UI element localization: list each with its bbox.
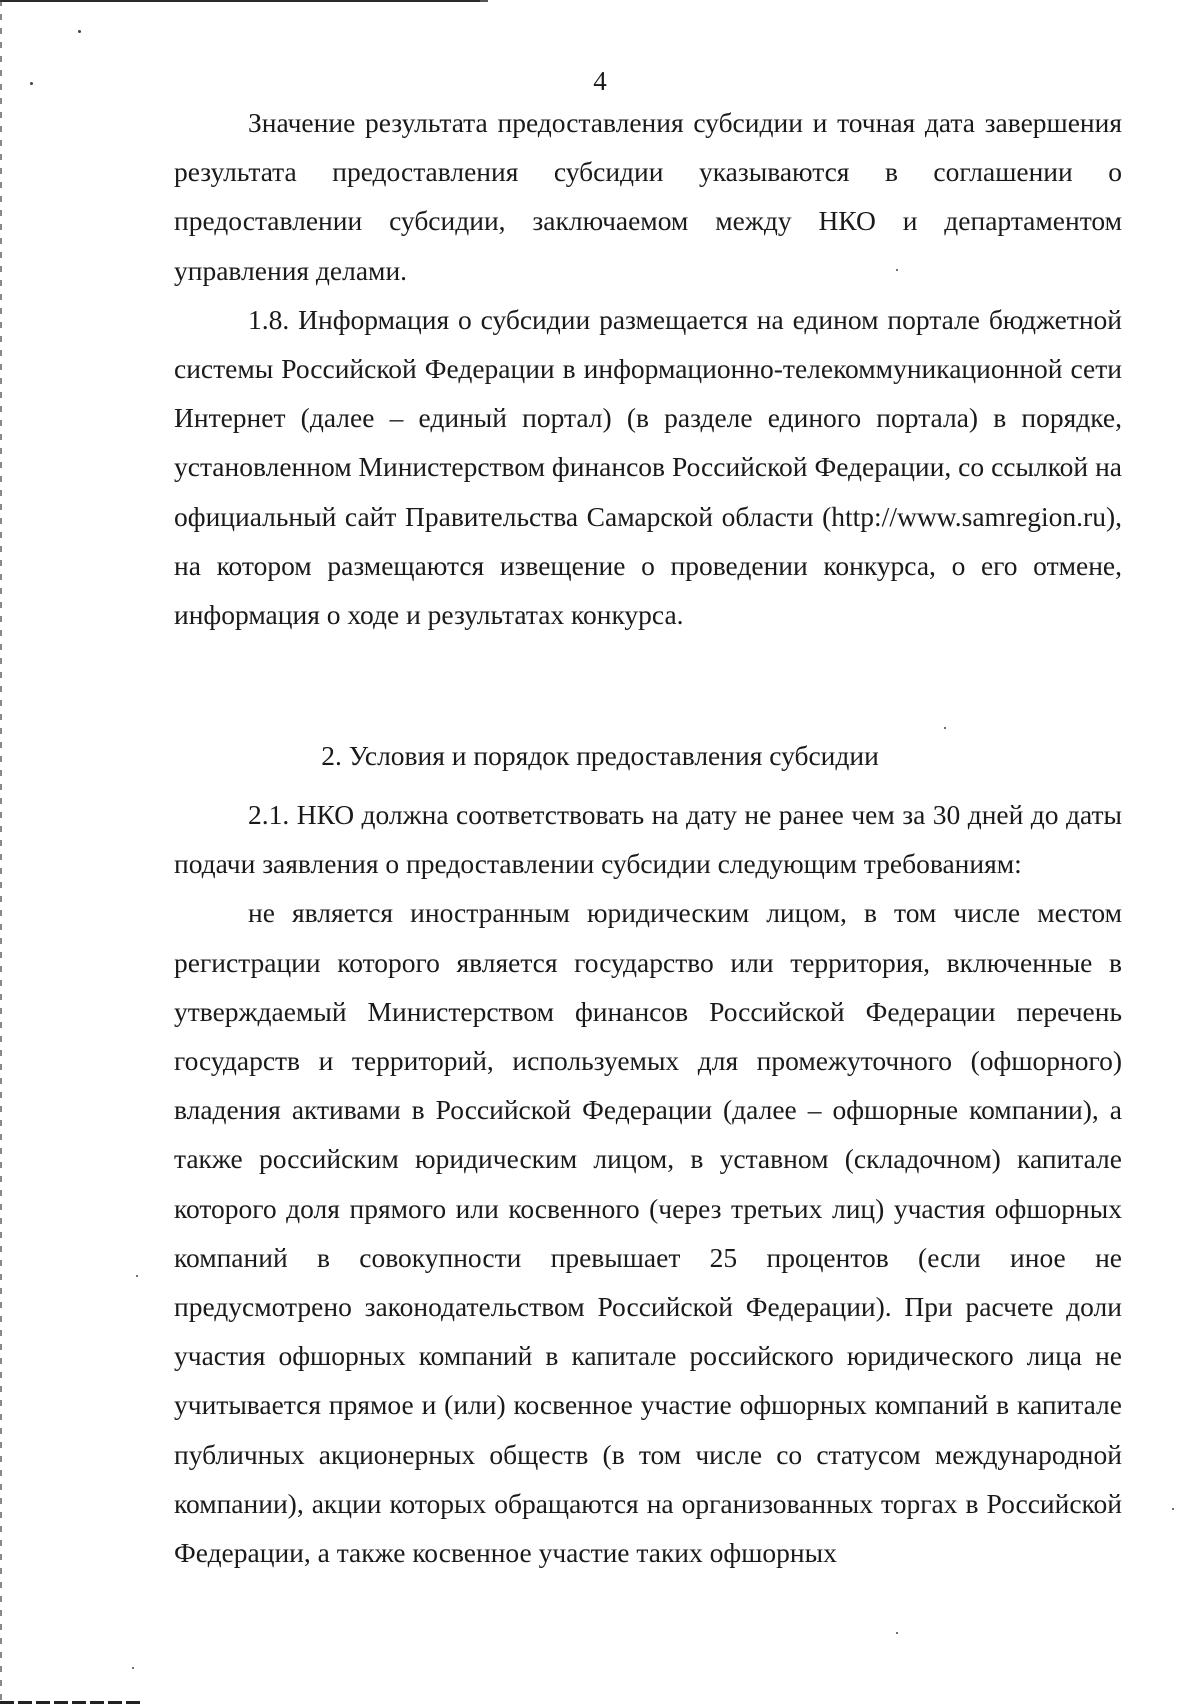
paragraph-result-value: Значение результата предоставления субсидии и точная дата завершения результата предоставления субсидии указываются в соглашении о предоставлении субсидии, заключаемом между НКО и департаментом управления делами. bbox=[174, 107, 1122, 286]
section-heading-text: 2. Условия и порядок предоставления субсидии bbox=[321, 740, 879, 771]
paragraph-1-8: 1.8. Информация о субсидии размещается на едином портале бюджетной системы Российской Федерации в информационно-телекоммуникационной сети Интернет (далее – единый портал) (в разделе единого портала) в порядке, установленном Министерством финансов Российской Федерации, со ссылкой на официальный сайт Правительства Самарской области (http://www.samregion.ru), на котором размещаются извещение о проведении конкурса, о его отмене, информация о ходе и результатах конкурса. bbox=[174, 303, 1122, 631]
scan-edge-mark bbox=[480, 0, 488, 2]
scan-left-edge bbox=[0, 0, 2, 1704]
body-text-bottom bbox=[174, 790, 1122, 1577]
scan-speck bbox=[944, 727, 946, 729]
scan-speck bbox=[896, 1632, 898, 1634]
scan-edge-line bbox=[0, 0, 480, 2]
scan-speck bbox=[132, 1667, 134, 1669]
body-text-top bbox=[174, 98, 1122, 639]
scan-speck bbox=[1172, 1508, 1174, 1510]
paragraph-requirement: не является иностранным юридическим лицом, в том числе местом регистрации которого является государство или территория, включенные в утверждаемый Министерством финансов Российской Федерации перечень государств и территорий, используемых для промежуточного (офшорного) владения активами в Российской Федерации (далее – офшорные компании), а также российским юридическим лицом, в уставном (складочном) капитале которого доля прямого или косвенного (через третьих лиц) участия офшорных компаний в совокупности превышает 25 процентов (если иное не предусмотрено законодательством Российской Федерации). При расчете доли участия офшорных компаний в капитале российского юридического лица не учитывается прямое и (или) косвенное участие офшорных компаний в капитале публичных акционерных обществ (в том числе со статусом международной компании), акции которых обращаются на организованных торгах в Российской Федерации, а также косвенное участие таких офшорных bbox=[174, 897, 1122, 1569]
scan-speck bbox=[78, 30, 81, 33]
scan-speck bbox=[136, 1275, 138, 1277]
paragraph-2-1: 2.1. НКО должна соответствовать на дату не ранее чем за 30 дней до даты подачи заявления о предоставлении субсидии следующим требованиям: bbox=[174, 799, 1122, 880]
section-heading bbox=[0, 740, 1200, 772]
page-number: 4 bbox=[593, 66, 607, 96]
